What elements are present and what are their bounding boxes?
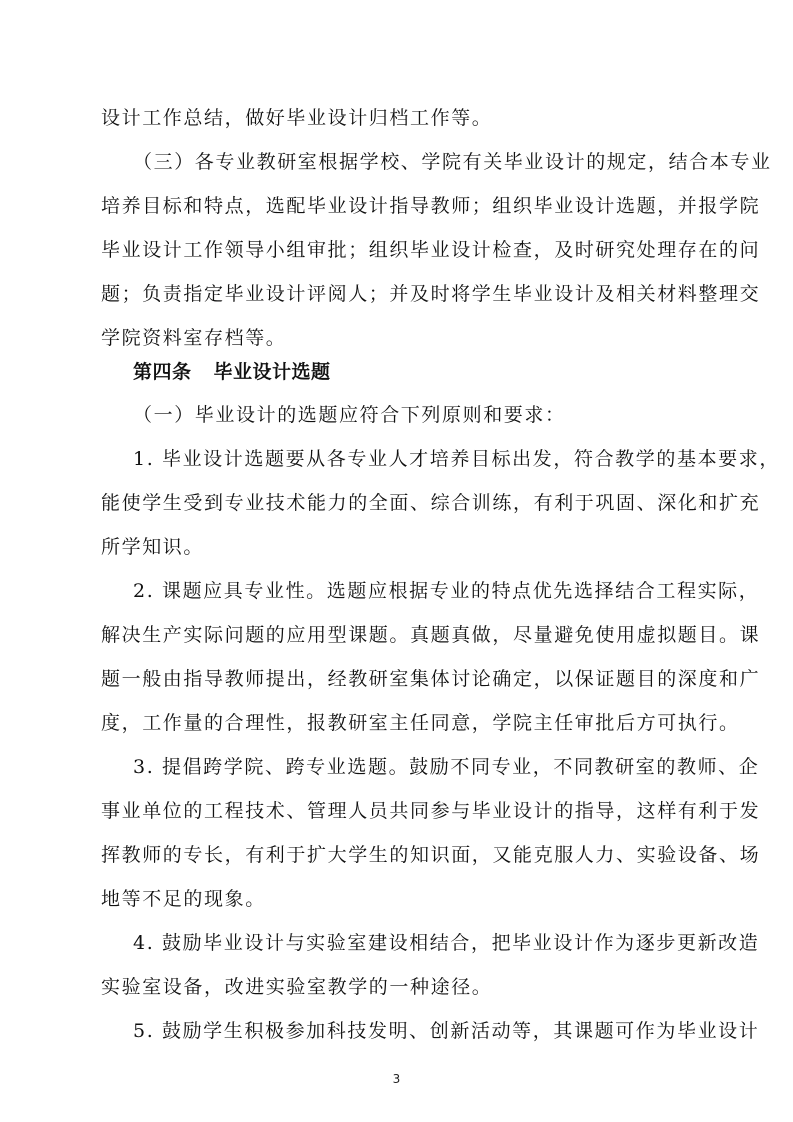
- text-line: 学院资料室存档等。: [101, 327, 287, 349]
- text-line: 2. 课题应具专业性。选题应根据专业的特点优先选择结合工程实际，: [133, 580, 760, 602]
- text-line: 毕业设计工作领导小组审批；组织毕业设计检查，及时研究处理存在的问: [101, 239, 761, 261]
- text-line: 所学知识。: [101, 536, 205, 558]
- text-line: （三）各专业教研室根据学校、学院有关毕业设计的规定，结合本专业: [133, 151, 772, 173]
- text-line: 事业单位的工程技术、管理人员共同参与毕业设计的指导，这样有利于发: [101, 800, 761, 822]
- text-line: 解决生产实际问题的应用型课题。真题真做，尽量避免使用虚拟题目。课: [101, 624, 761, 646]
- text-line: 培养目标和特点，选配毕业设计指导教师；组织毕业设计选题，并报学院: [101, 195, 761, 217]
- text-line: 5. 鼓励学生积极参加科技发明、创新活动等，其课题可作为毕业设计: [133, 1020, 760, 1042]
- text-line: （一）毕业设计的选题应符合下列原则和要求：: [133, 404, 566, 426]
- text-line: 能使学生受到专业技术能力的全面、综合训练，有利于巩固、深化和扩充: [101, 492, 761, 514]
- section-heading: [133, 360, 331, 384]
- text-line: 题；负责指定毕业设计评阅人；并及时将学生毕业设计及相关材料整理交: [101, 283, 761, 305]
- section-number: 第四条: [133, 361, 192, 383]
- text-line: 实验室设备，改进实验室教学的一种途径。: [101, 976, 493, 998]
- text-line: 1. 毕业设计选题要从各专业人才培养目标出发，符合教学的基本要求，: [133, 448, 780, 470]
- text-line: 4. 鼓励毕业设计与实验室建设相结合，把毕业设计作为逐步更新改造: [133, 932, 760, 954]
- section-title: 毕业设计选题: [213, 361, 331, 383]
- text-line: 地等不足的现象。: [101, 888, 266, 910]
- page-number: 3: [392, 1072, 401, 1086]
- text-line: 挥教师的专长，有利于扩大学生的知识面，又能克服人力、实验设备、场: [101, 844, 761, 866]
- text-line: 3. 提倡跨学院、跨专业选题。鼓励不同专业，不同教研室的教师、企: [133, 756, 760, 778]
- text-line: 设计工作总结，做好毕业设计归档工作等。: [101, 107, 493, 129]
- text-line: 题一般由指导教师提出，经教研室集体讨论确定，以保证题目的深度和广: [101, 668, 761, 690]
- text-line: 度，工作量的合理性，报教研室主任同意，学院主任审批后方可执行。: [101, 712, 740, 734]
